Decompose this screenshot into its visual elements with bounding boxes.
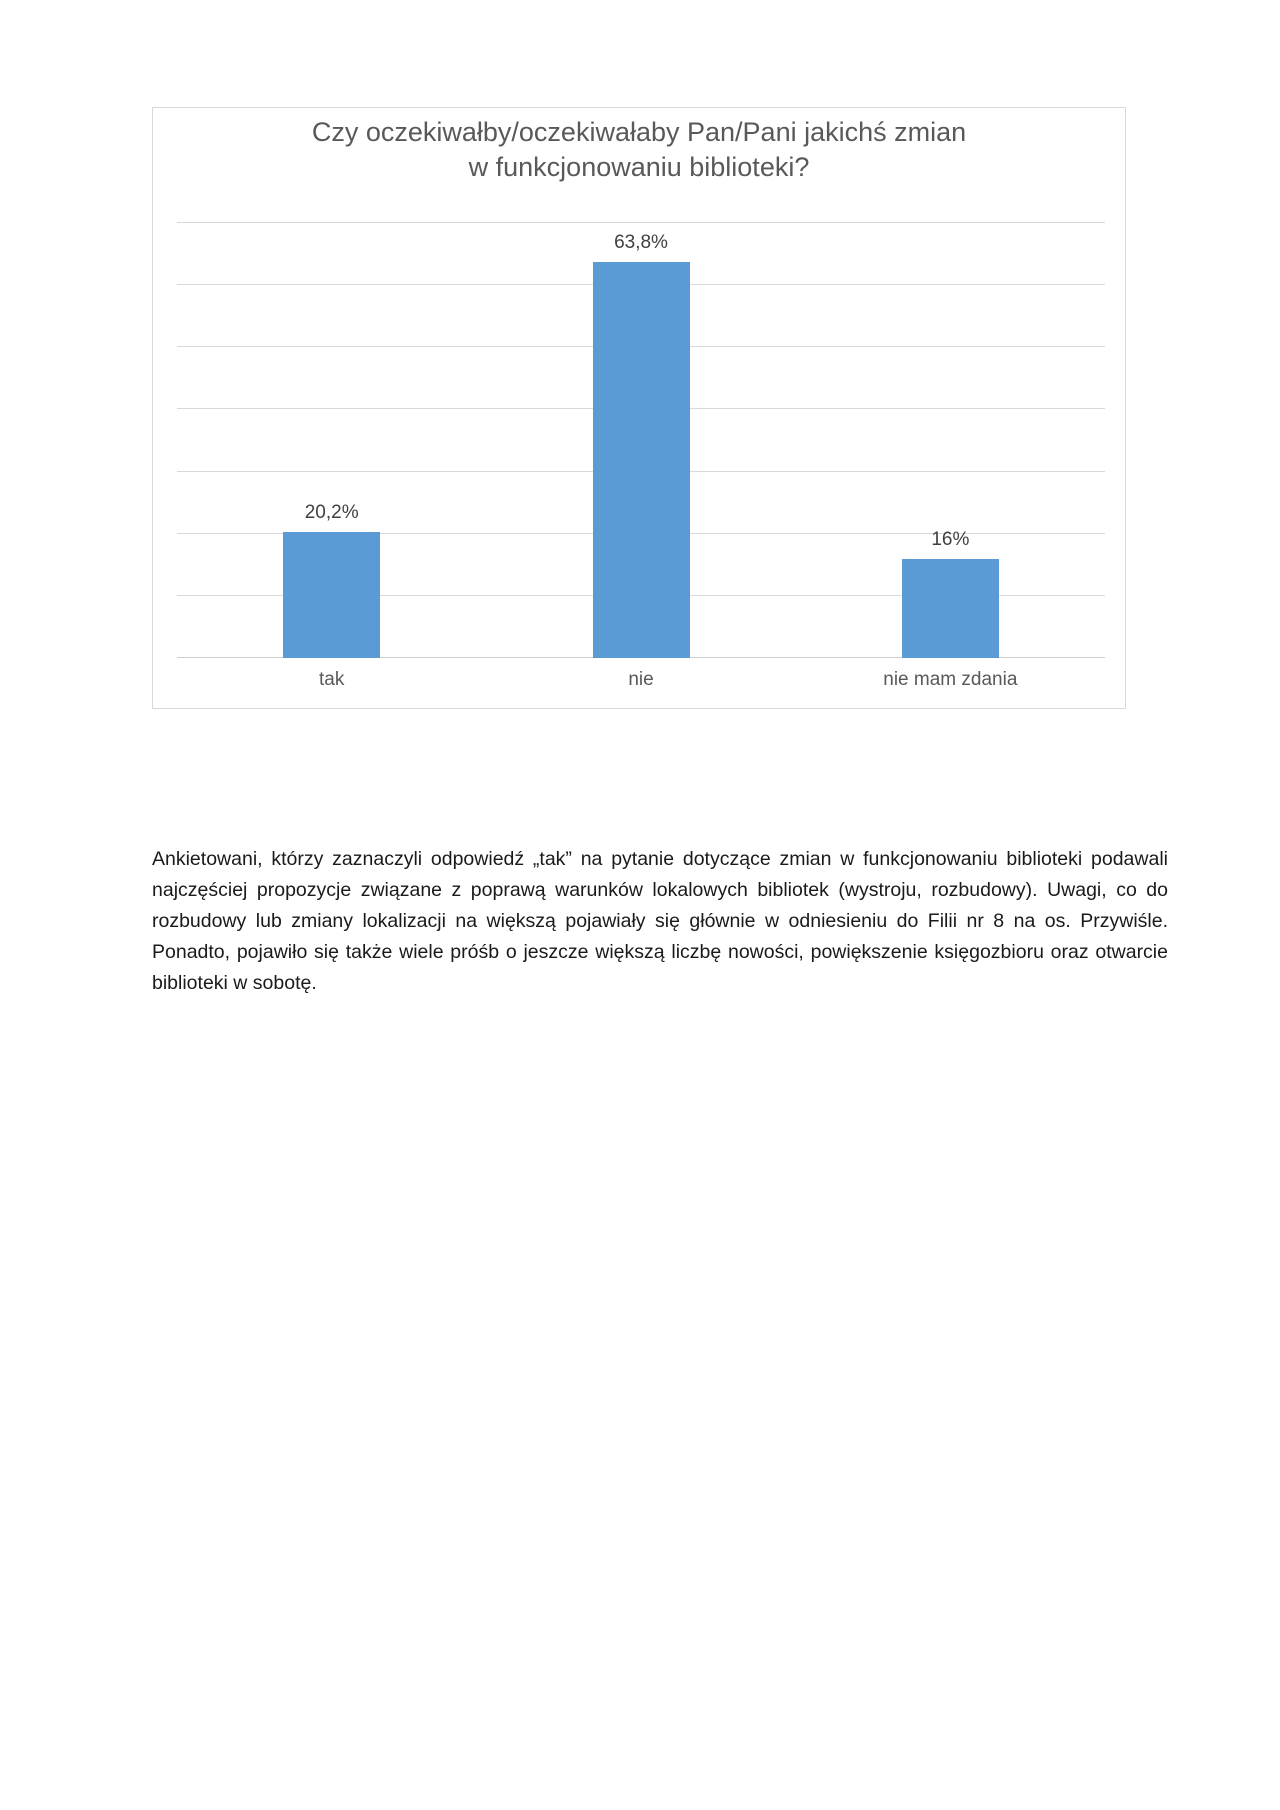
survey-bar-chart: [152, 107, 1126, 709]
commentary-paragraph: Ankietowani, którzy zaznaczyli odpowiedź „tak” na pytanie dotyczące zmian w funkcjonowaniu biblioteki podawali najczęściej propozycje związane z poprawą warunków lokalowych bibliotek (wystroju, rozbudowy). Uwagi, co do rozbudowy lub zmiany lokalizacji na większą pojawiały się głównie w odniesieniu do Filii nr 8 na os. Przywiśle. Ponadto, pojawiło się także wiele próśb o jeszcze większą liczbę nowości, powiększenie księgozbioru oraz otwarcie biblioteki w sobotę.: [152, 847, 1168, 994]
category-label-tak: tak: [318, 669, 345, 690]
value-label-nie-mam-zdania: 16%: [931, 528, 970, 550]
gridline: [177, 222, 1105, 223]
value-label-nie: 63,8%: [614, 231, 668, 253]
bar-tak: [283, 532, 380, 658]
chart-title: Czy oczekiwałby/oczekiwałaby Pan/Pani jakichś zmian w funkcjonowaniu biblioteki?: [311, 117, 967, 182]
category-label-nie-mam-zdania: nie mam zdania: [883, 669, 1018, 690]
plot-area: [177, 223, 1105, 690]
category-label-nie: nie: [628, 669, 654, 690]
bar-nie-mam-zdania: [902, 559, 999, 658]
bar-nie: [593, 262, 690, 658]
value-label-tak: 20,2%: [304, 502, 359, 524]
